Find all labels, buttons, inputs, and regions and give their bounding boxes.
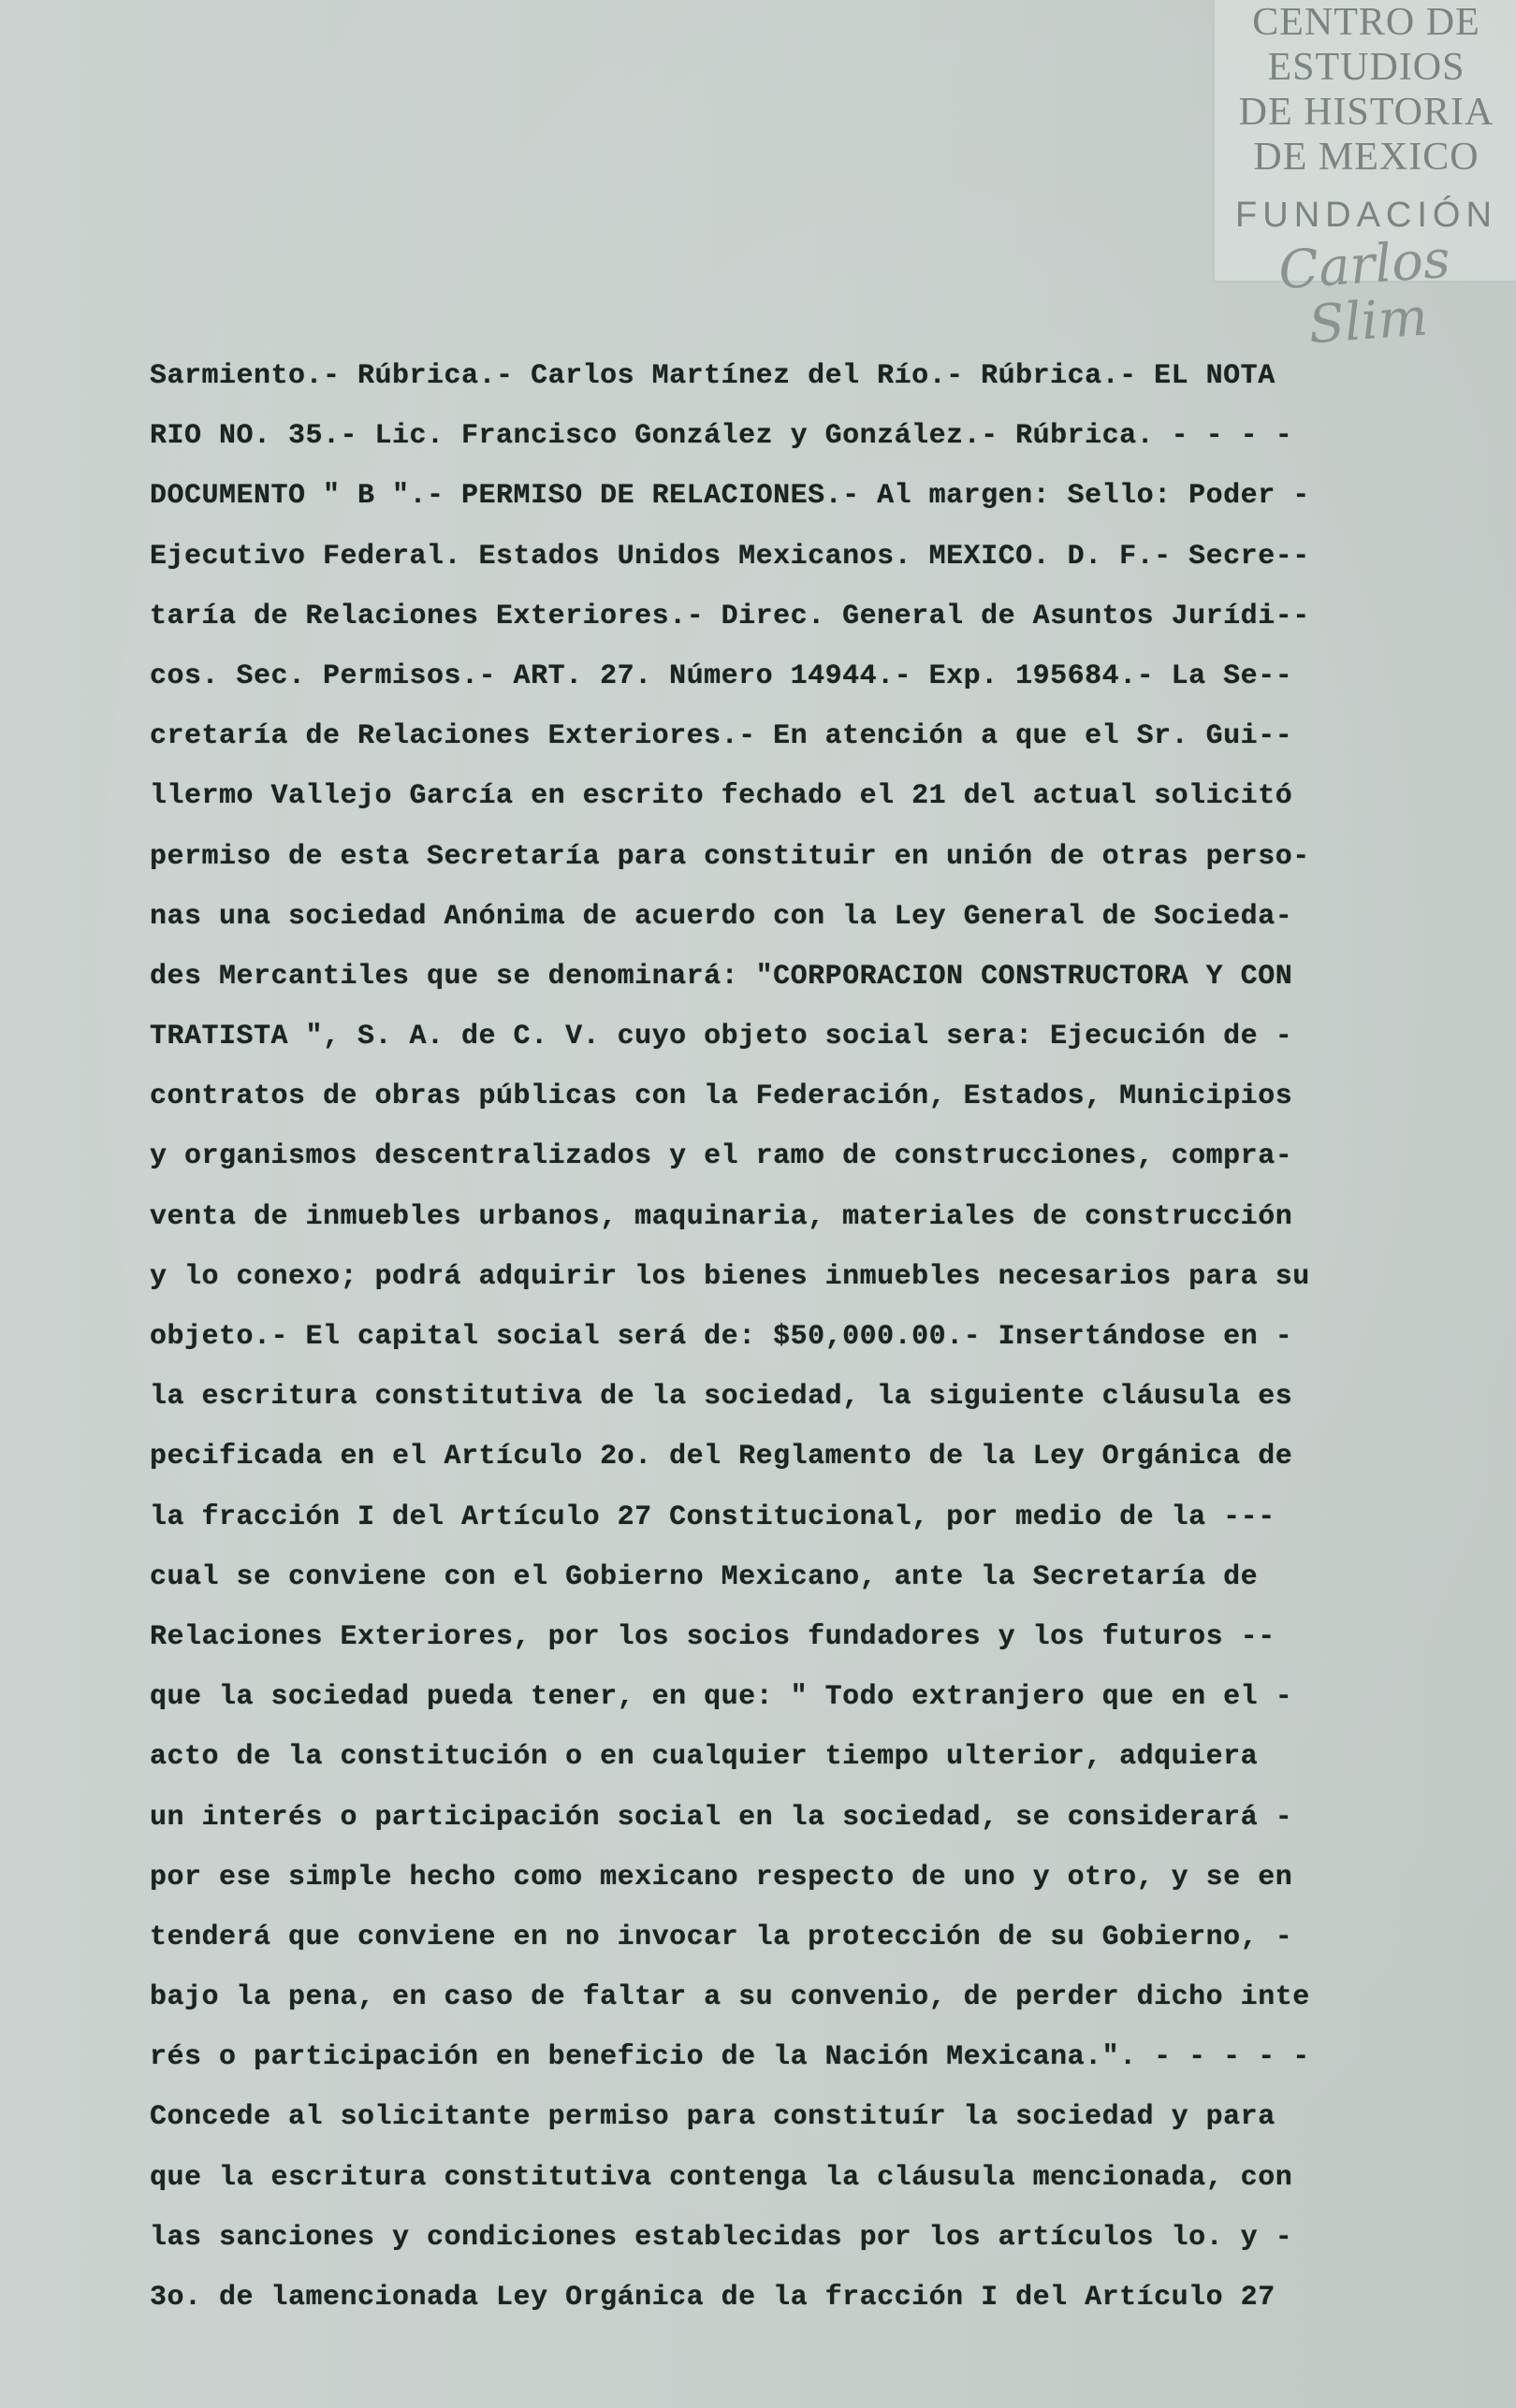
document-line-text: cretaría de Relaciones Exteriores.- En atención a que el Sr. Gui-- bbox=[150, 720, 1293, 753]
document-line-text: RIO NO. 35.- Lic. Francisco González y González.- Rúbrica. - - - - bbox=[150, 420, 1293, 453]
document-line bbox=[150, 1848, 1352, 1908]
document-line bbox=[150, 766, 1352, 826]
document-line bbox=[150, 2268, 1352, 2328]
document-body bbox=[150, 346, 1352, 2328]
document-line bbox=[150, 1007, 1352, 1066]
stamp-line-1: CENTRO DE bbox=[1252, 1, 1480, 44]
document-line-text: la escritura constitutiva de la sociedad, la siguiente cláusula es bbox=[150, 1381, 1293, 1414]
document-line bbox=[150, 587, 1352, 646]
document-line bbox=[150, 1967, 1352, 2027]
document-line-text: venta de inmuebles urbanos, maquinaria, materiales de construcción bbox=[150, 1200, 1293, 1233]
document-line-text: acto de la constitución o en cualquier tiempo ulterior, adquiera bbox=[150, 1741, 1259, 1774]
document-line-text: bajo la pena, en caso de faltar a su convenio, de perder dicho inte bbox=[150, 1981, 1310, 2014]
archive-stamp bbox=[1213, 0, 1516, 356]
document-line bbox=[150, 1247, 1352, 1307]
document-line bbox=[150, 466, 1352, 526]
document-line-text: las sanciones y condiciones establecidas por los artículos lo. y - bbox=[150, 2221, 1293, 2254]
document-line bbox=[150, 1427, 1352, 1487]
stamp-line-3: DE HISTORIA bbox=[1238, 91, 1494, 134]
stamp-signature: Carlos Slim bbox=[1276, 228, 1452, 356]
stamp-foundation: FUNDACIÓN bbox=[1235, 196, 1497, 235]
document-line-text: Sarmiento.- Rúbrica.- Carlos Martínez del Río.- Rúbrica.- EL NOTA bbox=[150, 360, 1275, 392]
document-line bbox=[150, 646, 1352, 706]
document-line-text: objeto.- El capital social será de: $50,000.00.- Insertándose en - bbox=[150, 1321, 1293, 1353]
document-line-text: nas una sociedad Anónima de acuerdo con la Ley General de Socieda- bbox=[150, 900, 1293, 933]
document-line-text: pecificada en el Artículo 2o. del Reglamento de la Ley Orgánica de bbox=[150, 1441, 1293, 1473]
document-line-text: tenderá que conviene en no invocar la protección de su Gobierno, - bbox=[150, 1921, 1293, 1953]
document-line-text: 3o. de lamencionada Ley Orgánica de la fracción I del Artículo 27 bbox=[150, 2282, 1275, 2314]
document-line bbox=[150, 1487, 1352, 1547]
document-line bbox=[150, 1908, 1352, 1967]
document-line-text: rés o participación en beneficio de la Nación Mexicana.". - - - - - bbox=[150, 2041, 1310, 2074]
document-line bbox=[150, 1367, 1352, 1427]
document-line-text: cos. Sec. Permisos.- ART. 27. Número 14944.- Exp. 195684.- La Se-- bbox=[150, 660, 1293, 692]
document-line bbox=[150, 1307, 1352, 1367]
document-line bbox=[150, 1126, 1352, 1186]
document-line-text: des Mercantiles que se denominará: "CORPORACION CONSTRUCTORA Y CON bbox=[150, 960, 1293, 993]
document-line bbox=[150, 1727, 1352, 1787]
document-line-text: que la sociedad pueda tener, en que: " Todo extranjero que en el - bbox=[150, 1681, 1293, 1714]
document-line bbox=[150, 346, 1352, 406]
document-line bbox=[150, 406, 1352, 466]
document-line-text: permiso de esta Secretaría para constituir en unión de otras perso- bbox=[150, 840, 1310, 873]
document-line bbox=[150, 2148, 1352, 2208]
document-line bbox=[150, 947, 1352, 1007]
document-line-text: cual se conviene con el Gobierno Mexicano, ante la Secretaría de bbox=[150, 1560, 1259, 1593]
document-line bbox=[150, 1788, 1352, 1848]
document-line bbox=[150, 527, 1352, 587]
document-line-text: y organismos descentralizados y el ramo de construcciones, compra- bbox=[150, 1140, 1293, 1173]
document-line-text: y lo conexo; podrá adquirir los bienes inmuebles necesarios para su bbox=[150, 1260, 1310, 1293]
document-line-text: que la escritura constitutiva contenga la cláusula mencionada, con bbox=[150, 2161, 1293, 2194]
document-line bbox=[150, 1187, 1352, 1247]
document-line-text: llermo Vallejo García en escrito fechado el 21 del actual solicitó bbox=[150, 780, 1293, 813]
document-line bbox=[150, 1667, 1352, 1727]
document-line bbox=[150, 827, 1352, 887]
document-line-text: Concede al solicitante permiso para constituír la sociedad y para bbox=[150, 2101, 1275, 2134]
document-line-text: por ese simple hecho como mexicano respecto de uno y otro, y se en bbox=[150, 1861, 1293, 1893]
document-line-text: TRATISTA ", S. A. de C. V. cuyo objeto social sera: Ejecución de - bbox=[150, 1021, 1293, 1053]
document-line-text: taría de Relaciones Exteriores.- Direc. General de Asuntos Jurídi-- bbox=[150, 600, 1310, 632]
document-line bbox=[150, 1066, 1352, 1126]
document-line-text: la fracción I del Artículo 27 Constitucional, por medio de la --- bbox=[150, 1501, 1275, 1533]
document-line bbox=[150, 2027, 1352, 2087]
document-line bbox=[150, 1547, 1352, 1607]
document-line-text: Ejecutivo Federal. Estados Unidos Mexicanos. MEXICO. D. F.- Secre-- bbox=[150, 540, 1310, 573]
document-line bbox=[150, 706, 1352, 766]
stamp-line-2: ESTUDIOS bbox=[1267, 46, 1465, 89]
document-line bbox=[150, 2208, 1352, 2268]
document-line bbox=[150, 887, 1352, 947]
document-line-text: Relaciones Exteriores, por los socios fundadores y los futuros -- bbox=[150, 1620, 1275, 1653]
document-line-text: contratos de obras públicas con la Federación, Estados, Municipios bbox=[150, 1081, 1293, 1113]
document-line-text: un interés o participación social en la sociedad, se considerará - bbox=[150, 1801, 1293, 1834]
document-line bbox=[150, 1607, 1352, 1667]
document-line bbox=[150, 2087, 1352, 2147]
stamp-line-4: DE MEXICO bbox=[1253, 136, 1480, 179]
document-line-text: DOCUMENTO " B ".- PERMISO DE RELACIONES.- Al margen: Sello: Poder - bbox=[150, 480, 1310, 513]
